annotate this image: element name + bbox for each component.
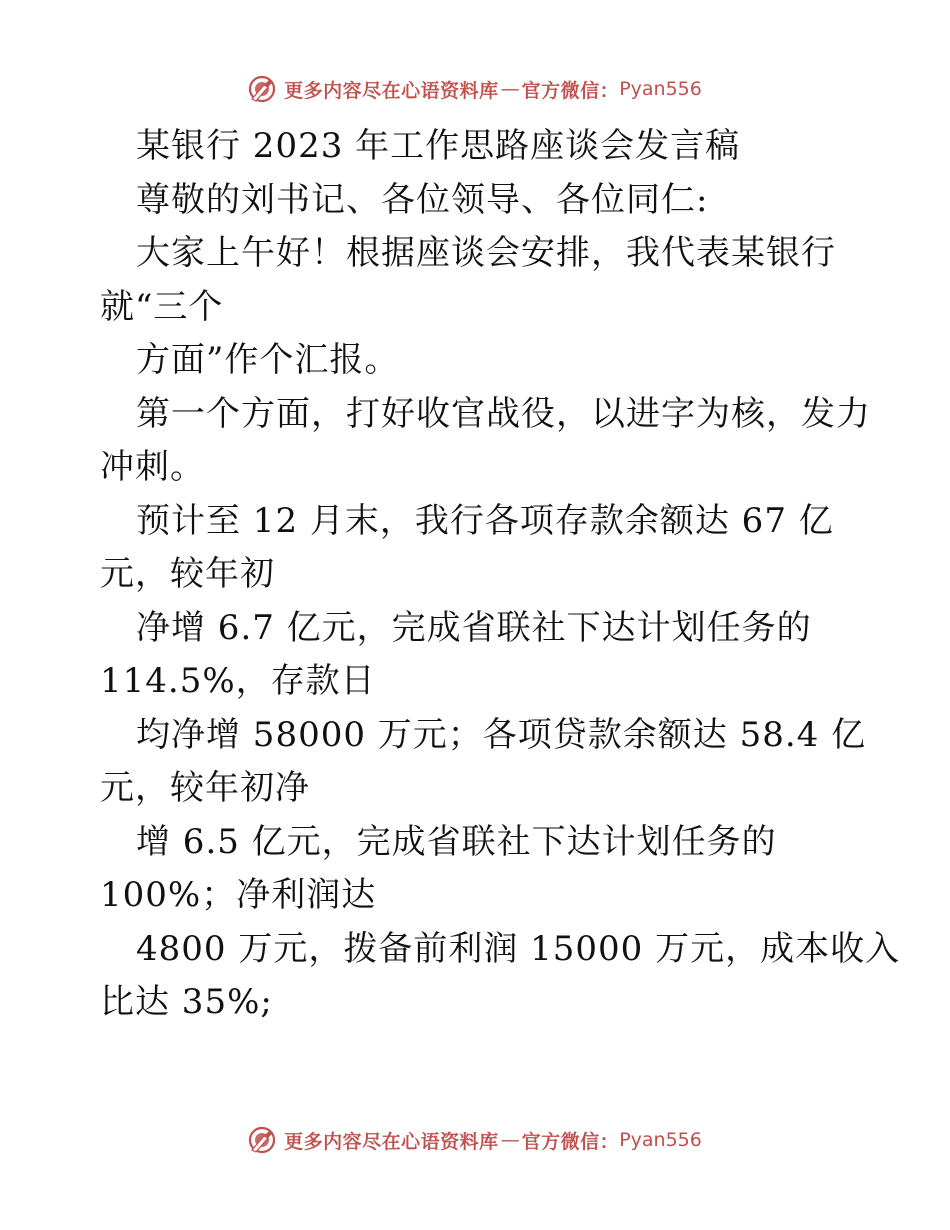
text-line: 增 6.5 亿元，完成省联社下达计划任务的 [136, 821, 777, 862]
pen-logo-icon [248, 75, 276, 103]
text-line: 4800 万元，拨备前利润 15000 万元，成本收入 [136, 928, 901, 969]
text-line: 尊敬的刘书记、各位领导、各位同仁: [136, 179, 709, 220]
document-body [100, 120, 901, 1030]
text-line: 方面”作个汇报。 [136, 340, 400, 380]
watermark-account-id: Pyan556 [619, 1129, 702, 1151]
text-line: 元，较年初净 [100, 768, 310, 808]
watermark-account-text: 官方微信： [521, 1130, 620, 1153]
text-line: 预计至 12 月末，我行各项存款余额达 67 亿 [136, 500, 834, 541]
text-line: 第一个方面，打好收官战役，以进字为核，发力 [136, 393, 871, 434]
watermark-site-text: 更多内容尽在心语资料库 [284, 1130, 499, 1153]
text-line: 比达 35%; [100, 982, 273, 1022]
text-line: 均净增 58000 万元；各项贷款余额达 58.4 亿 [136, 714, 867, 755]
text-line: 元，较年初 [100, 554, 275, 594]
pen-logo-icon [248, 1126, 276, 1154]
watermark-separator: — [500, 78, 520, 100]
document-title: 某银行 2023 年工作思路座谈会发言稿 [136, 126, 741, 166]
text-line: 就“三个 [100, 286, 224, 327]
text-line: 114.5%，存款日 [100, 661, 376, 701]
header-watermark [0, 72, 950, 106]
watermark-account-id: Pyan556 [619, 78, 702, 100]
text-line: 100%；净利润达 [100, 875, 377, 915]
watermark-account-text: 官方微信： [521, 79, 620, 102]
watermark-separator: — [500, 1129, 520, 1151]
text-line: 大家上午好！根据座谈会安排，我代表某银行 [136, 233, 836, 273]
text-line: 净增 6.7 亿元，完成省联社下达计划任务的 [136, 607, 812, 648]
watermark-site-text: 更多内容尽在心语资料库 [284, 79, 499, 102]
footer-watermark [0, 1123, 950, 1157]
text-line: 冲刺。 [100, 447, 205, 487]
